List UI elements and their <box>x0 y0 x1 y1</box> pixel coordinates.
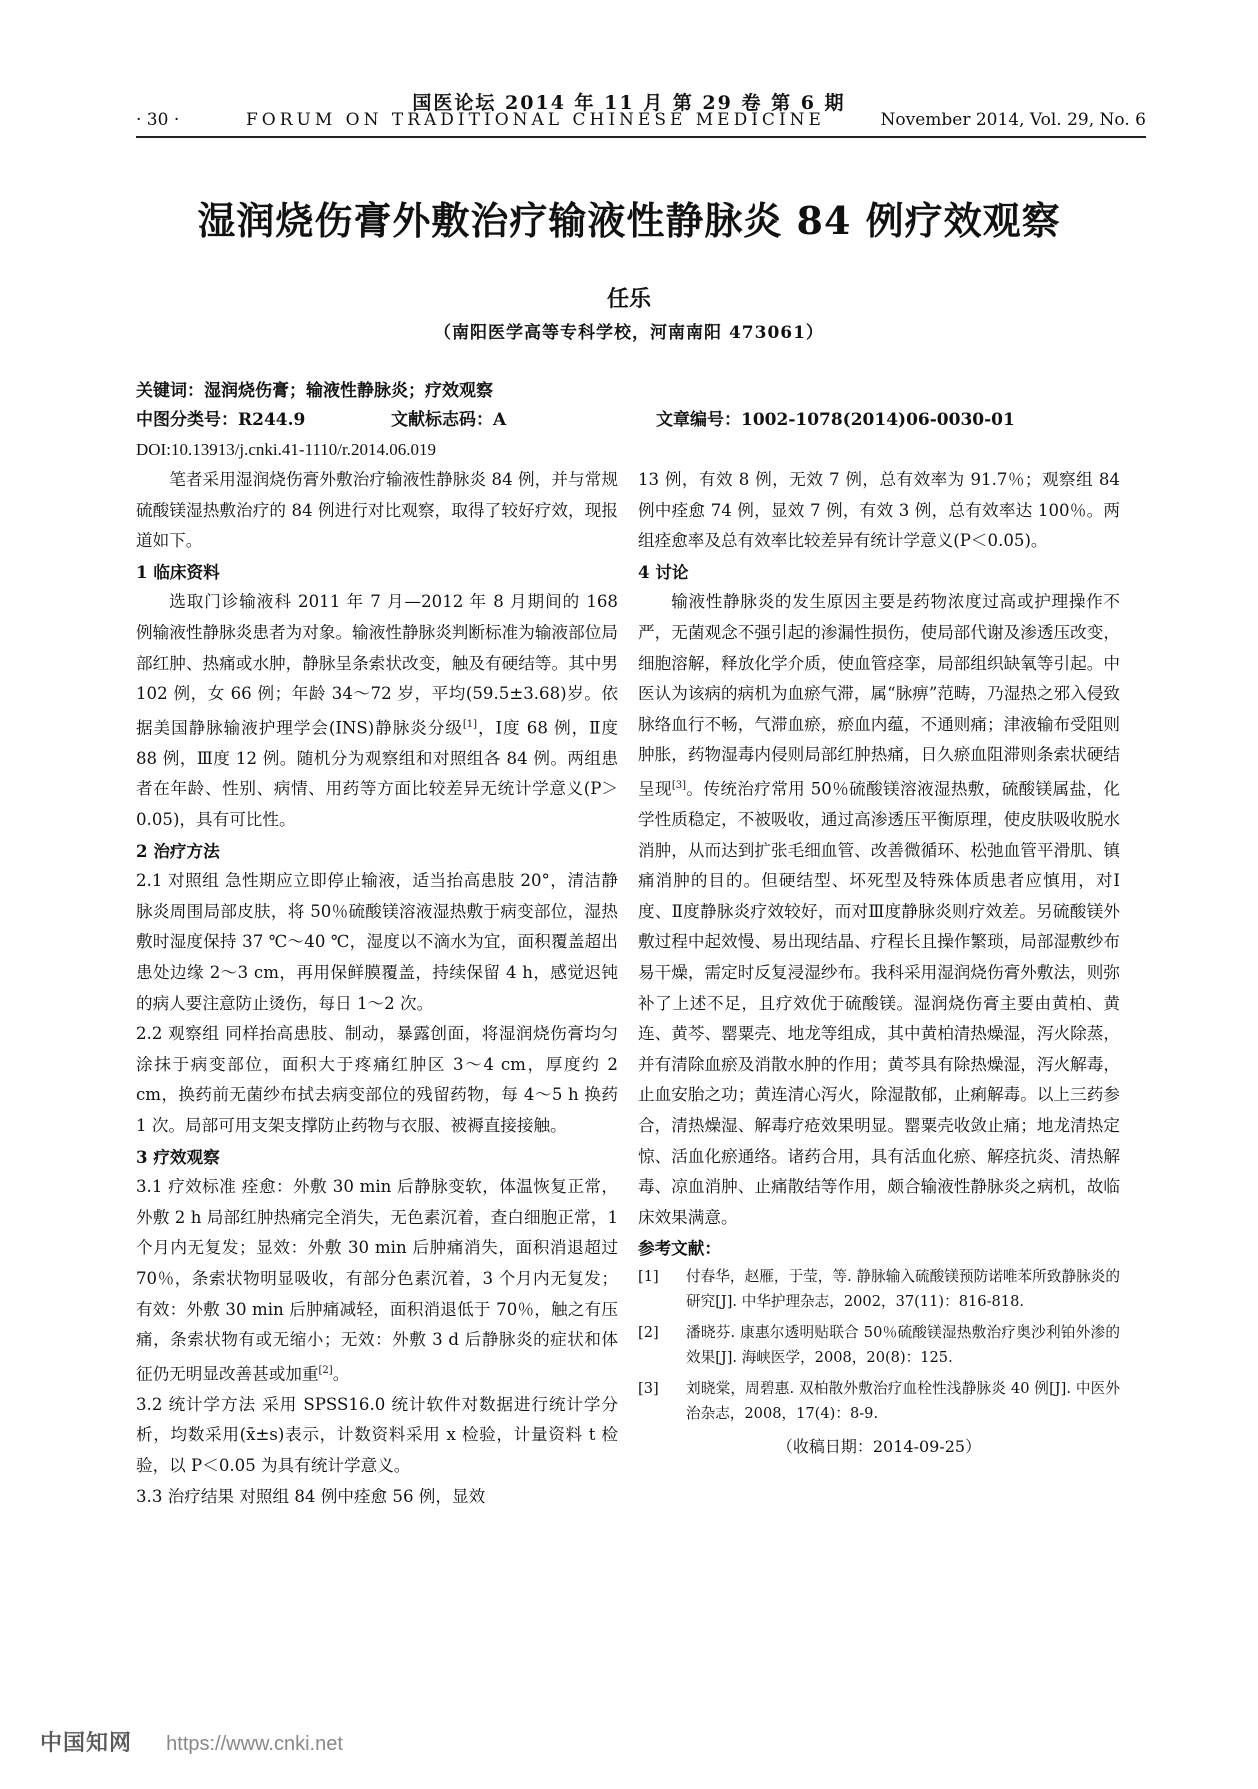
author: 任乐 <box>606 286 651 312</box>
classification-row <box>136 406 1116 435</box>
doi: DOI:10.13913/j.cnki.41-1110/r.2014.06.019 <box>136 440 436 459</box>
section-4-title: 4 讨论 <box>638 561 689 582</box>
reference-item: [3] 刘晓棠，周碧惠. 双柏散外敷治疗血栓性浅静脉炎 40 例[J]. 中医外治杂志，2008，17(4)：8-9. <box>638 1379 1120 1422</box>
citation-2: [2] <box>318 1364 333 1376</box>
section-3-title: 3 疗效观察 <box>136 1146 220 1167</box>
section-2-2: 2.2 观察组 同样抬高患肢、制动，暴露创面，将湿润烧伤膏均匀涂抹于病变部位，面积大于疼痛红肿区 3～4 cm，厚度约 2 cm，换药前无菌纱布拭去病变部位的残留药物，每 4～5 h 换药 1 次。局部可用支架支撑防止药物与衣服、被褥直接接触。 <box>136 1024 618 1135</box>
citation-1: [1] <box>462 718 478 730</box>
journal-name: FORUM ON TRADITIONAL CHINESE MEDICINE <box>246 110 825 130</box>
article-number: 文章编号：1002-1078(2014)06-0030-01 <box>656 410 1015 430</box>
citation-3: [3] <box>671 779 687 791</box>
discussion-paragraph: 输液性静脉炎的发生原因主要是药物浓度过高或护理操作不严，无菌观念不强引起的渗漏性损伤，使局部代谢及渗透压改变，细胞溶解，释放化学介质，使血管痉挛，局部组织缺氧等引起。中医认为该病的病机为血瘀气滞，属“脉痹”范畴，乃湿热之邪入侵致脉络血行不畅，气滞血瘀，瘀血内蕴，不通则痛；津液输布受阻则肿胀，药物湿毒内侵则局部红肿热痛，日久瘀血阻滞则条索状硬结呈现[3]。传统治疗常用 50％硫酸镁溶液湿热敷，硫酸镁属盐，化学性质稳定，不被吸收，通过高渗透压平衡原理，使皮肤吸收脱水消肿，从而达到扩张毛细血管、改善微循环、松弛血管平滑肌、镇痛消肿的目的。但硬结型、坏死型及特殊体质患者应慎用，对Ⅰ度、Ⅱ度静脉炎疗效较好，而对Ⅲ度静脉炎则疗效差。另硫酸镁外敷过程中起效慢、易出现结晶、疗程长且操作繁琐，局部湿敷纱布易干燥，需定时反复浸湿纱布。我科采用湿润烧伤膏外敷法，则弥补了上述不足，且疗效优于硫酸镁。湿润烧伤膏主要由黄柏、黄连、黄芩、罂粟壳、地龙等组成，其中黄柏清热燥湿，泻火除蒸，并有清除血瘀及消散水肿的作用；黄芩具有除热燥湿，泻火解毒，止血安胎之功；黄连清心泻火，除湿散郁，止痢解毒。以上三药参合，清热燥湿、解毒疗疮效果明显。罂粟壳收敛止痛；地龙清热定惊、活血化瘀通络。诸药合用，具有活血化瘀、解痉抗炎、清热解毒、凉血消肿、止痛散结等作用，颇合输液性静脉炎之病机，故临床效果满意。 <box>638 592 1121 1227</box>
document-code: 文献标志码：A <box>391 410 507 430</box>
clc-number: 中图分类号：R244.9 <box>136 410 306 430</box>
article-title: 湿润烧伤膏外敷治疗输液性静脉炎 84 例疗效观察 <box>197 198 1061 243</box>
cnki-watermark <box>40 1726 343 1757</box>
page-number: · 30 · <box>136 110 180 130</box>
reference-item: [1] 付春华，赵雁，于莹，等. 静脉输入硫酸镁预防诺唯苯所致静脉炎的研究[J]. 中华护理杂志，2002，37(11)：816-818. <box>638 1267 1120 1310</box>
section-1-paragraph: 选取门诊输液科 2011 年 7 月—2012 年 8 月期间的 168 例输液性静脉炎患者为对象。输液性静脉炎判断标准为输液部位局部红肿、热痛或水肿，静脉呈条索状改变，触及有硬结等。其中男 102 例，女 66 例；年龄 34～72 岁，平均(59.5±3.68)岁。依据美国静脉输液护理学会(INS)静脉炎分级[1]，Ⅰ度 68 例，Ⅱ度 88 例，Ⅲ度 12 例。随机分为观察组和对照组各 84 例。两组患者在年龄、性别、病情、用药等方面比较差异无统计学意义(P＞0.05)，具有可比性。 <box>136 592 618 830</box>
left-column <box>136 465 618 1512</box>
section-3-2: 3.2 统计学方法 采用 SPSS16.0 统计软件对数据进行统计学分析，均数采用(x̄±s)表示，计数资料采用 x 检验，计量资料 t 检验，以 P＜0.05 为具有统计学意义。 <box>136 1394 618 1476</box>
section-1-title: 1 临床资料 <box>136 561 220 582</box>
reference-item: [2] 潘晓芬. 康惠尔透明贴联合 50％硫酸镁湿热敷治疗奥沙利铂外渗的效果[J]. 海峡医学，2008，20(8)：125. <box>638 1323 1120 1366</box>
section-3-3-continued: 13 例，有效 8 例，无效 7 例，总有效率为 91.7％；观察组 84 例中痊愈 74 例，显效 7 例，有效 3 例，总有效率达 100％。两组痊愈率及总有效率比较差异有统计学意义(P＜0.05)。 <box>638 470 1120 551</box>
cnki-brand: 中国知网 <box>40 1730 133 1755</box>
section-3-1: 3.1 疗效标准 痊愈：外敷 30 min 后静脉变软，体温恢复正常，外敷 2 h 局部红肿热痛完全消失，无色素沉着，查白细胞正常，1 个月内无复发；显效：外敷 30 min 后肿痛消失，面积消退超过 70％，条索状物明显吸收，有部分色素沉着，3 个月内无复发；有效：外敷 30 min 后肿痛减轻，面积消退低于 70％，触之有压痛，条索状物有或无缩小；无效：外敷 3 d 后静脉炎的症状和体征仍无明显改善甚或加重[2]。 <box>136 1177 618 1384</box>
right-column <box>638 465 1120 1463</box>
references-title: 参考文献： <box>638 1238 721 1259</box>
journal-header-chinese: 国医论坛 2014 年 11 月 第 29 卷 第 6 期 <box>412 92 846 114</box>
intro-paragraph: 笔者采用湿润烧伤膏外敷治疗输液性静脉炎 84 例，并与常规硫酸镁湿热敷治疗的 84 例进行对比观察，取得了较好疗效，现报道如下。 <box>136 470 618 551</box>
reference-list <box>638 1264 1120 1426</box>
section-3-3: 3.3 治疗结果 对照组 84 例中痊愈 56 例，显效 <box>136 1486 486 1506</box>
article-meta <box>136 377 1116 464</box>
received-date: （收稿日期：2014-09-25） <box>776 1436 982 1456</box>
cnki-url[interactable]: https://www.cnki.net <box>166 1733 343 1755</box>
keywords: 关键词：湿润烧伤膏；输液性静脉炎；疗效观察 <box>136 381 493 401</box>
section-2-title: 2 治疗方法 <box>136 840 220 861</box>
volume-info: November 2014, Vol. 29, No. 6 <box>880 110 1146 130</box>
section-2-1: 2.1 对照组 急性期应立即停止输液，适当抬高患肢 20°，清洁静脉炎周围局部皮肤，将 50％硫酸镁溶液湿热敷于病变部位，湿热敷时湿度保持 37 ℃～40 ℃，湿度以不滴水为宜，面积覆盖超出患处边缘 2～3 cm，再用保鲜膜覆盖，持续保留 4 h，感觉迟钝的病人要注意防止烫伤，每日 1～2 次。 <box>136 871 618 1013</box>
header-rule <box>136 136 1146 138</box>
affiliation: （南阳医学高等专科学校，河南南阳 473061） <box>434 323 824 343</box>
